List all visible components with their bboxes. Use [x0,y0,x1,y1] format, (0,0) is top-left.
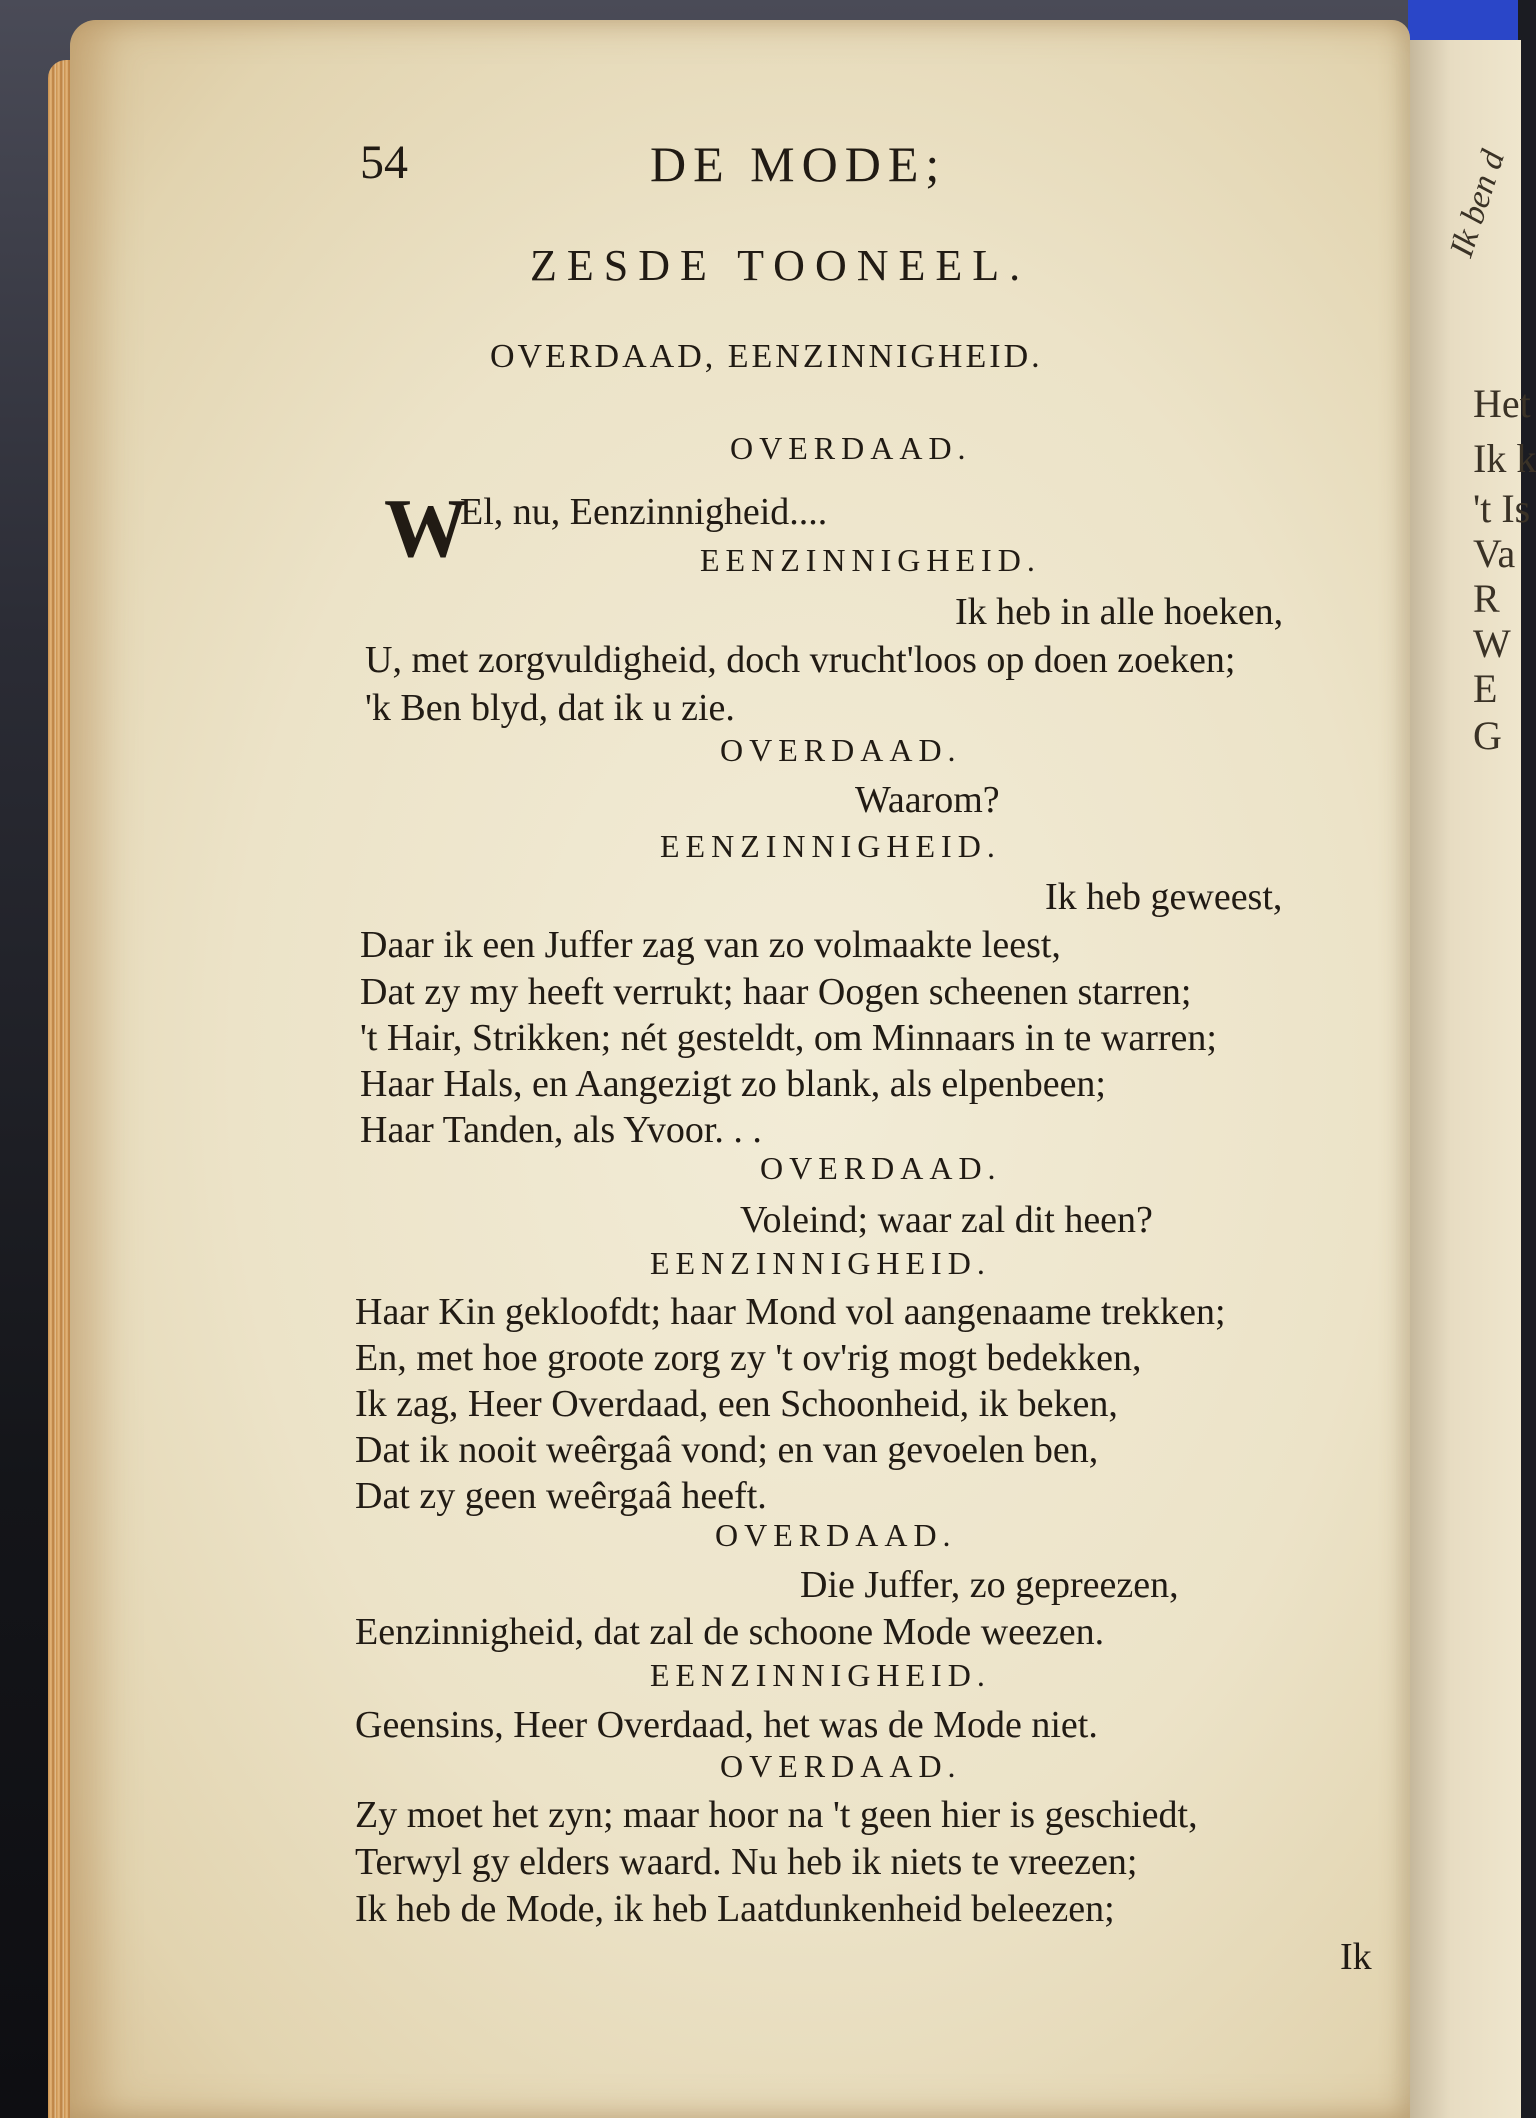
verse-line: Haar Tanden, als Yvoor. . . [360,1109,762,1151]
verse-line: Dat zy geen weêrgaâ heeft. [355,1475,767,1517]
speaker-heading: OVERDAAD. [760,1150,1002,1186]
verse-line: Ik zag, Heer Overdaad, een Schoonheid, ik beken, [355,1383,1118,1425]
drop-cap: W [384,482,468,575]
book-page [70,20,1410,2118]
facing-page-top-fragment: Ik ben d [1443,145,1513,262]
verse-line: Waarom? [855,779,1000,821]
verse-line: Ik heb in alle hoeken, [955,591,1284,633]
verse-line: En, met hoe groote zorg zy 't ov'rig mogt bedekken, [355,1337,1142,1379]
verse-line: Daar ik een Juffer zag van zo volmaakte leest, [360,924,1061,966]
running-title: DE MODE; [650,136,947,192]
verse-line: Haar Hals, en Aangezigt zo blank, als elpenbeen; [360,1063,1106,1105]
speaker-heading: EENZINNIGHEID. [650,1657,991,1693]
facing-page-fragment: G [1473,713,1502,758]
facing-page-fragment: E [1473,666,1498,711]
verse-line: Die Juffer, zo gepreezen, [800,1564,1179,1606]
verse-line: Haar Kin gekloofdt; haar Mond vol aangenaame trekken; [355,1291,1226,1333]
facing-page-fragment: Va [1473,531,1516,576]
verse-line: Dat ik nooit weêrgaâ vond; en van gevoelen ben, [355,1429,1099,1471]
verse-line: Terwyl gy elders waard. Nu heb ik niets te vreezen; [355,1841,1138,1883]
verse-line: Geensins, Heer Overdaad, het was de Mode niet. [355,1704,1098,1746]
facing-page-fragment: W [1473,621,1511,666]
facing-page-fragment: R [1473,576,1500,621]
verse-line: Ik heb geweest, [1045,876,1283,918]
facing-page [1400,40,1536,2118]
scene-title: ZESDE TOONEEL. [530,241,1031,290]
speaker-heading: EENZINNIGHEID. [700,542,1041,578]
facing-page-fragment: Het [1473,381,1531,426]
speaker-heading: OVERDAAD. [730,430,972,466]
facing-page-fragment: Ik k [1473,436,1536,481]
verse-line: Eenzinnigheid, dat zal de schoone Mode weezen. [355,1611,1105,1653]
verse-line: El, nu, Eenzinnigheid.... [460,491,828,533]
facing-page-fragment: 't Is [1473,486,1531,531]
scene-characters: OVERDAAD, EENZINNIGHEID. [490,338,1043,375]
verse-line: 'k Ben blyd, dat ik u zie. [365,687,735,729]
verse-line: Dat zy my heeft verrukt; haar Oogen scheenen starren; [360,971,1192,1013]
speaker-heading: EENZINNIGHEID. [650,1245,991,1281]
running-head [70,135,1410,205]
page-text [70,20,1410,2118]
speaker-heading: OVERDAAD. [715,1517,957,1553]
speaker-heading: EENZINNIGHEID. [660,828,1001,864]
verse-line: U, met zorgvuldigheid, doch vrucht'loos op doen zoeken; [365,639,1236,681]
verse-line: Zy moet het zyn; maar hoor na 't geen hier is geschiedt, [355,1794,1198,1836]
speaker-heading: OVERDAAD. [720,732,962,768]
speaker-heading: OVERDAAD. [720,1748,962,1784]
verse-line: Ik heb de Mode, ik heb Laatdunkenheid beleezen; [355,1888,1115,1930]
catchword: Ik [1340,1936,1372,1978]
page-number: 54 [360,136,408,189]
verse-line: 't Hair, Strikken; nét gesteldt, om Minnaars in te warren; [360,1017,1217,1059]
verse-line: Voleind; waar zal dit heen? [740,1199,1153,1241]
